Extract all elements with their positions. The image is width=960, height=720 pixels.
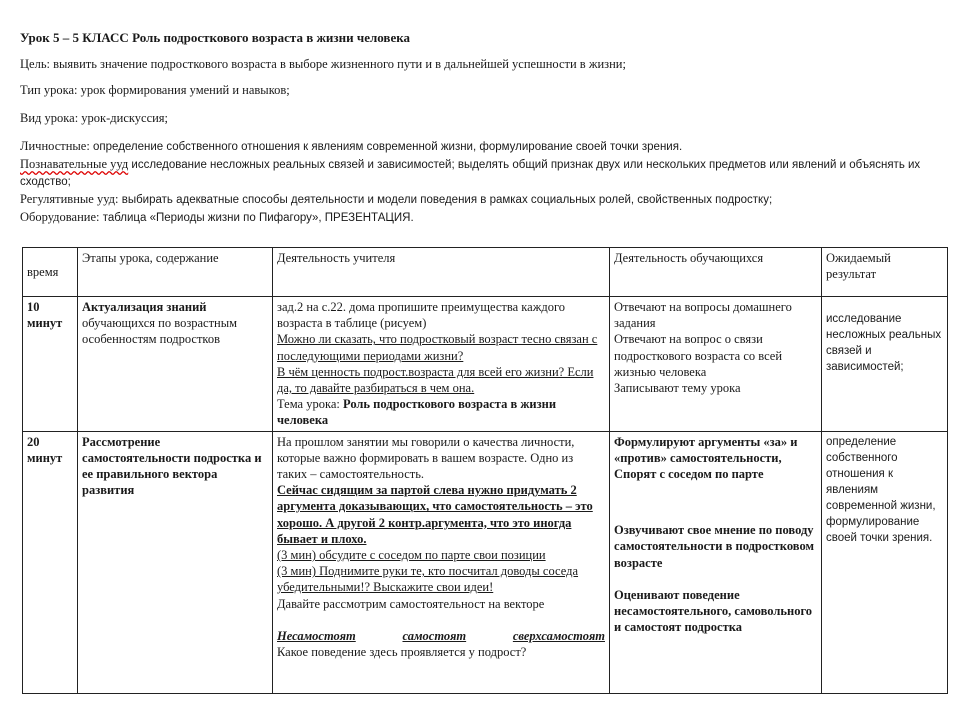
- row2-teacher-question: Какое поведение здесь проявляется у подрост?: [277, 645, 527, 660]
- row1-stage-title: Актуализация знаний: [82, 300, 207, 314]
- row2-teacher-vector-intro: Давайте рассмотрим самостоятельност на векторе: [277, 596, 545, 611]
- row1-result: [822, 297, 948, 432]
- lesson-document: [20, 30, 955, 227]
- independence-vector: [277, 628, 605, 644]
- row2-students-3: Озвучивают свое мнение по поводу самостоятельности в подростковом возрасте: [614, 523, 814, 570]
- row1-stage-desc: обучающихся по возрастным особенностям подростков: [82, 316, 238, 347]
- row1-result-text: исследование несложных реальных связей и зависимостей;: [826, 313, 942, 373]
- row2-teacher-discuss: (3 мин) обсудите с соседом по парте свои позиции: [277, 548, 546, 563]
- lesson-goal: Цель: выявить значение подросткового возраста в выборе жизненного пути и в дальнейшей успешности в жизни;: [20, 57, 626, 71]
- table-header-row: [23, 248, 948, 297]
- row1-topic-label: Тема урока:: [277, 397, 340, 412]
- row2-teacher-task: Сейчас сидящим за партой слева нужно придумать 2 аргумента доказывающих, что самостоятельность – это хорошо. А другой 2 контр.аргумента, что это иногда бывает и плохо.: [277, 483, 593, 546]
- regulative-outcomes: [20, 191, 955, 209]
- row2-students-1: Формулируют аргументы «за» и «против» самостоятельности,: [614, 434, 798, 465]
- personal-label: Личностные:: [20, 139, 90, 153]
- row1-teacher-task: зад.2 на с.22. дома пропишите преимущества каждого возраста в таблице (рисуем): [277, 300, 566, 331]
- document-title: Урок 5 – 5 КЛАСС Роль подросткового возраста в жизни человека: [20, 30, 411, 45]
- row1-teacher-question2: В чём ценность подрост.возраста для всей его жизни? Если да, то давайте разбираться в чем она.: [277, 364, 594, 396]
- table-row: [23, 431, 948, 693]
- row2-teacher: [273, 431, 610, 693]
- regulative-text: выбирать адекватные способы деятельности и модели поведения в рамках социальных ролей, свойственных подростку;: [121, 194, 773, 206]
- header-teacher: Деятельность учителя: [273, 248, 610, 297]
- row2-students-2: Спорят с соседом по парте: [614, 467, 764, 482]
- lesson-type: Тип урока: урок формирования умений и навыков;: [20, 83, 290, 97]
- header-time: время: [23, 248, 78, 297]
- row1-students-2: Отвечают на вопрос о связи подросткового возраста со всей жизнью человека: [614, 332, 783, 379]
- equipment: [20, 209, 955, 227]
- row2-stage: Рассмотрение самостоятельности подростка и ее правильного вектора развития: [78, 431, 273, 693]
- personal-text: определение собственного отношения к явлениям современной жизни, формулирование своей точки зрения.: [93, 141, 683, 153]
- row1-teacher-topic: [277, 396, 605, 428]
- cognitive-outcomes: [20, 156, 955, 191]
- header-result: Ожидаемый результат: [822, 248, 948, 297]
- table-row: [23, 297, 948, 432]
- equipment-text: таблица «Периоды жизни по Пифагору», ПРЕЗЕНТАЦИЯ.: [102, 212, 414, 224]
- cognitive-label: Познавательные ууд: [20, 157, 129, 171]
- row2-teacher-intro: На прошлом занятии мы говорили о качества личности, которые важно формировать в вашем возрасте. Одно из таких – самостоятельность.: [277, 434, 575, 482]
- row1-teacher-question1: Можно ли сказать, что подростковый возраст тесно связан с последующими периодами жизни?: [277, 332, 598, 363]
- row2-result: определение собственного отношения к явлениям современной жизни, формулирование своей точки зрения.: [822, 431, 948, 693]
- equipment-label: Оборудование:: [20, 210, 100, 224]
- lesson-kind: Вид урока: урок-дискуссия;: [20, 111, 169, 125]
- row1-students-1: Отвечают на вопросы домашнего задания: [614, 300, 792, 331]
- lesson-table: [22, 247, 948, 694]
- vector-right-label: сверхсамостоят: [512, 628, 605, 643]
- row1-topic-text: Роль подросткового возраста в жизни человека: [277, 397, 557, 428]
- vector-mid-label: самостоят: [402, 628, 467, 643]
- regulative-label: Регулятивные ууд:: [20, 192, 119, 206]
- row1-time: 10 минут: [23, 297, 78, 432]
- vector-left-label: Несамостоят: [277, 628, 356, 643]
- header-stages: Этапы урока, содержание: [78, 248, 273, 297]
- cognitive-text: исследование несложных реальных связей и зависимостей; выделять общий признак двух или нескольких предметов или явлений и объяснять их сходство;: [20, 159, 921, 188]
- row1-teacher: [273, 297, 610, 432]
- row2-time: 20 минут: [23, 431, 78, 693]
- row1-stage: [78, 297, 273, 432]
- row2-students-4: Оценивают поведение несамостоятельного, самовольного и самостоят подростка: [614, 587, 813, 635]
- row1-students: [610, 297, 822, 432]
- row1-students-3: Записывают тему урока: [614, 381, 741, 396]
- row2-students: [610, 431, 822, 693]
- personal-outcomes: [20, 138, 955, 156]
- header-students: Деятельность обучающихся: [610, 248, 822, 297]
- row2-teacher-vote: (3 мин) Поднимите руки те, кто посчитал доводы соседа убедительными!? Выскажите свои идеи!: [277, 564, 579, 595]
